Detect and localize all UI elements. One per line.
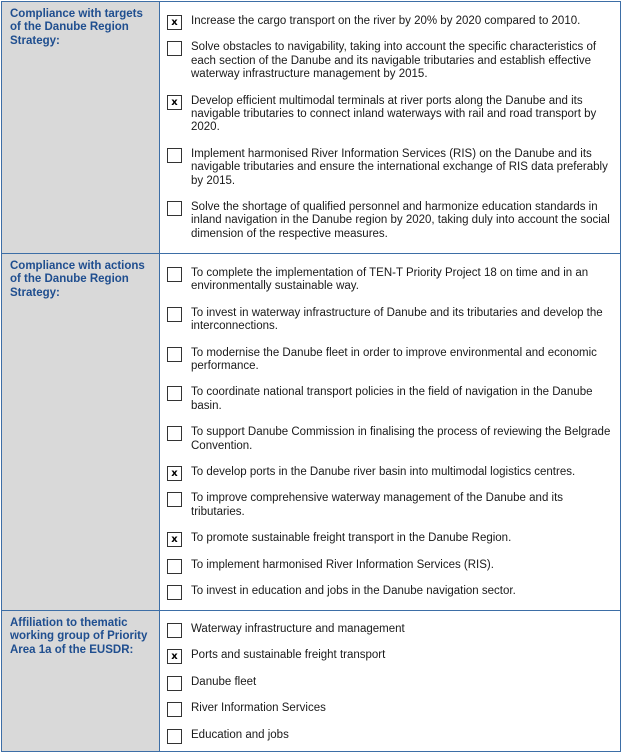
option-label: Danube fleet bbox=[191, 675, 257, 688]
section-row-actions bbox=[2, 254, 621, 611]
checkbox[interactable] bbox=[167, 729, 182, 744]
section-title: Compliance with targets of the Danube Region Strategy: bbox=[10, 8, 143, 47]
option-label: Develop efficient multimodal terminals at river ports along the Danube and its navigable tributaries to connect inland waterways with rail and road transport by 2020. bbox=[191, 94, 597, 134]
option-label: Solve obstacles to navigability, taking into account the specific characteristics of each section of the Danube and its navigable tributaries and establish effective waterway infrastructure management by 2015. bbox=[191, 41, 597, 81]
section-options-targets bbox=[160, 2, 621, 254]
option-item bbox=[160, 492, 620, 519]
option-item bbox=[160, 623, 620, 636]
compliance-table bbox=[1, 1, 621, 752]
option-label: To promote sustainable freight transport in the Danube Region. bbox=[191, 532, 512, 545]
checkbox[interactable] bbox=[167, 267, 182, 282]
option-item bbox=[160, 466, 620, 479]
checkbox[interactable]: x bbox=[167, 95, 182, 110]
option-item bbox=[160, 702, 620, 715]
option-item bbox=[160, 267, 620, 294]
option-label: Ports and sustainable freight transport bbox=[191, 649, 386, 662]
checkbox[interactable]: x bbox=[167, 466, 182, 481]
option-label: River Information Services bbox=[191, 702, 326, 715]
option-label: Implement harmonised River Information Services (RIS) on the Danube and its navigable tributaries and ensure the international exchange of RIS data preferably by 2015. bbox=[191, 147, 608, 187]
checkbox[interactable] bbox=[167, 201, 182, 216]
option-item bbox=[160, 649, 620, 662]
option-item bbox=[160, 585, 620, 598]
section-options-affiliation bbox=[160, 611, 621, 752]
section-label-affiliation bbox=[2, 611, 160, 752]
checkbox[interactable] bbox=[167, 492, 182, 507]
section-label-targets bbox=[2, 2, 160, 254]
checkbox[interactable] bbox=[167, 307, 182, 322]
checkbox[interactable] bbox=[167, 623, 182, 638]
option-label: To support Danube Commission in finalising the process of reviewing the Belgrade Convention. bbox=[191, 426, 611, 452]
option-label: To develop ports in the Danube river basin into multimodal logistics centres. bbox=[191, 466, 576, 479]
option-label: To improve comprehensive waterway management of the Danube and its tributaries. bbox=[191, 492, 564, 518]
checkbox[interactable] bbox=[167, 559, 182, 574]
checkbox[interactable] bbox=[167, 702, 182, 717]
option-item bbox=[160, 95, 620, 135]
option-item bbox=[160, 307, 620, 334]
option-label: To invest in education and jobs in the Danube navigation sector. bbox=[191, 585, 516, 598]
checkbox[interactable] bbox=[167, 41, 182, 56]
option-label: Education and jobs bbox=[191, 728, 289, 741]
section-row-affiliation bbox=[2, 611, 621, 752]
option-label: To coordinate national transport policies in the field of navigation in the Danube basin. bbox=[191, 386, 593, 412]
checkbox[interactable]: x bbox=[167, 532, 182, 547]
option-item bbox=[160, 15, 620, 28]
option-item bbox=[160, 532, 620, 545]
option-item bbox=[160, 559, 620, 572]
option-label: To implement harmonised River Information Services (RIS). bbox=[191, 558, 494, 571]
checkbox[interactable] bbox=[167, 676, 182, 691]
option-item bbox=[160, 41, 620, 81]
option-item bbox=[160, 676, 620, 689]
checkbox[interactable]: x bbox=[167, 649, 182, 664]
option-item bbox=[160, 426, 620, 453]
option-label: Waterway infrastructure and management bbox=[191, 623, 405, 635]
checkbox[interactable] bbox=[167, 148, 182, 163]
option-label: To complete the implementation of TEN-T Priority Project 18 on time and in an environmentally sustainable way. bbox=[191, 267, 589, 293]
section-title: Affiliation to thematic working group of Priority Area 1a of the EUSDR: bbox=[10, 617, 148, 656]
checkbox[interactable] bbox=[167, 426, 182, 441]
checkbox[interactable] bbox=[167, 585, 182, 600]
option-item bbox=[160, 148, 620, 188]
option-label: To invest in waterway infrastructure of Danube and its tributaries and develop the interconnections. bbox=[191, 306, 603, 333]
checkbox[interactable] bbox=[167, 347, 182, 362]
section-title: Compliance with actions of the Danube Region Strategy: bbox=[10, 260, 145, 299]
section-row-targets bbox=[2, 2, 621, 254]
option-item bbox=[160, 347, 620, 374]
checkbox[interactable] bbox=[167, 386, 182, 401]
option-item bbox=[160, 729, 620, 742]
option-label: Increase the cargo transport on the river by 20% by 2020 compared to 2010. bbox=[191, 15, 581, 27]
section-label-actions bbox=[2, 254, 160, 611]
option-label: Solve the shortage of qualified personnel and harmonize education standards in inland navigation in the Danube region by 2020, taking duly into account the social dimension of the respective measures. bbox=[191, 201, 610, 240]
option-label: To modernise the Danube fleet in order to improve environmental and economic performance. bbox=[191, 346, 597, 373]
option-item bbox=[160, 386, 620, 413]
section-options-actions bbox=[160, 254, 621, 611]
option-item bbox=[160, 201, 620, 241]
checkbox[interactable]: x bbox=[167, 15, 182, 30]
